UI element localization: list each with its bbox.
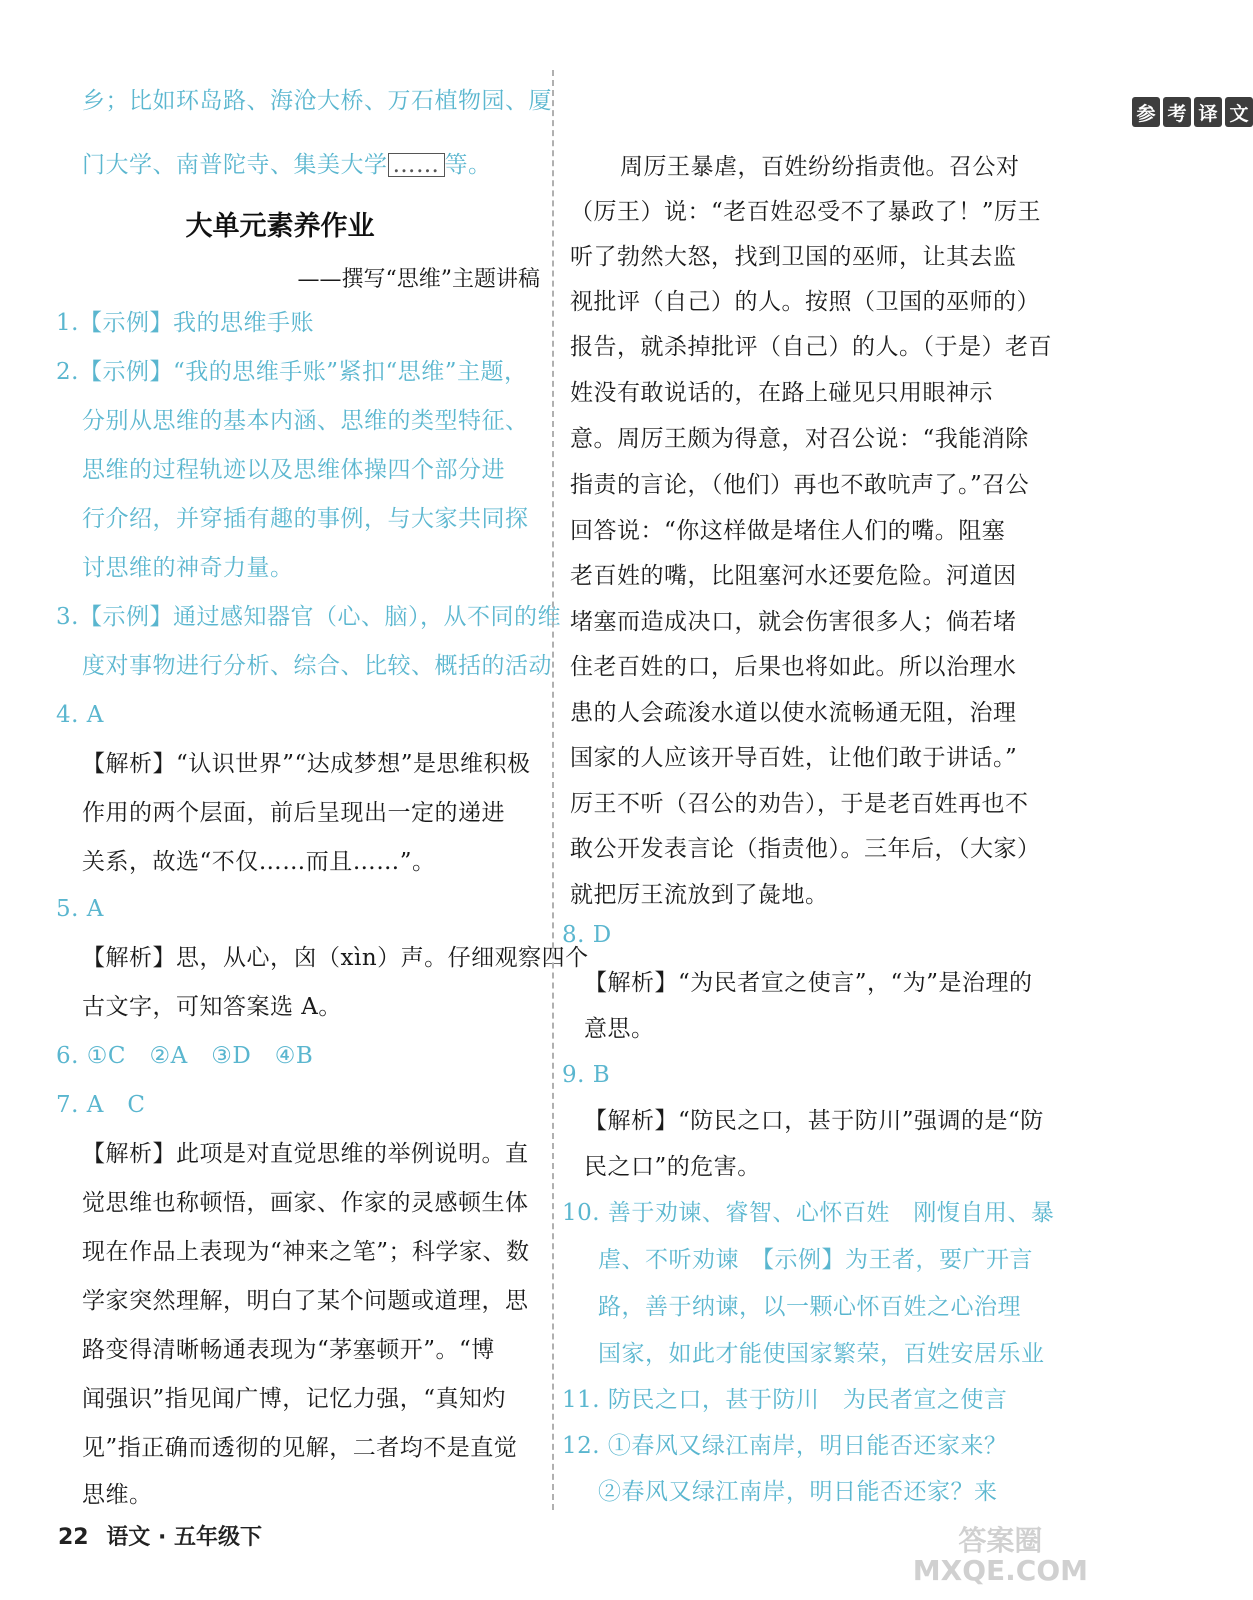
analysis-7-line-2: 觉思维也称顿悟，画家、作家的灵感顿生体: [82, 1190, 529, 1216]
column-divider: [552, 70, 554, 1510]
page-number: 22: [58, 1525, 89, 1550]
translation-line-13: 患的人会疏浚水道以使水流畅通无阻，治理: [570, 700, 1017, 726]
translation-line-4: 视批评（自己）的人。按照（卫国的巫师的）: [570, 289, 1040, 315]
answer-3-cont: 度对事物进行分析、综合、比较、概括的活动: [82, 653, 552, 679]
answer-9: 9. B: [562, 1062, 611, 1088]
translation-line-9: 回答说：“你这样做是堵住人们的嘴。阻塞: [570, 518, 1006, 544]
answer-11: 11. 防民之口，甚于防川 为民者宣之使言: [562, 1387, 1008, 1413]
answer-8: 8. D: [562, 922, 612, 948]
translation-line-16: 敢公开发表言论（指责他）。三年后，（大家）: [570, 836, 1041, 862]
badge-char: 译: [1194, 97, 1222, 127]
translation-line-10: 老百姓的嘴，比阻塞河水还要危险。河道因: [570, 563, 1017, 589]
intro-line-1: 乡；比如环岛路、海沧大桥、万石植物园、厦: [82, 88, 552, 114]
reference-translation-badge: [1132, 97, 1253, 127]
answer-2: 2.【示例】“我的思维手账”紧扣“思维”主题，: [56, 359, 528, 385]
answer-4: 4. A: [56, 702, 104, 728]
watermark-logo: [913, 1526, 1088, 1586]
intro-line-2: [82, 150, 492, 180]
answer-2-cont-1: 分别从思维的基本内涵、思维的类型特征、: [82, 408, 529, 434]
translation-line-2: （厉王）说：“老百姓忍受不了暴政了！”厉王: [570, 199, 1042, 225]
translation-line-12: 住老百姓的口，后果也将如此。所以治理水: [570, 654, 1017, 680]
analysis-9-line-1: 【解析】“防民之口，甚于防川”强调的是“防: [584, 1108, 1044, 1134]
analysis-9-line-2: 民之口”的危害。: [584, 1154, 761, 1180]
answer-7: 7. A C: [56, 1092, 146, 1118]
translation-line-11: 堵塞而造成决口，就会伤害很多人；倘若堵: [570, 609, 1017, 635]
ellipsis-box: ……: [388, 153, 445, 177]
answer-5: 5. A: [56, 896, 104, 922]
answer-3: 3.【示例】通过感知器官（心、脑），从不同的维: [56, 604, 561, 630]
analysis-7-line-6: 闻强识”指见闻广博，记忆力强，“真知灼: [82, 1386, 507, 1412]
analysis-5-line-1: 【解析】思，从心，囟（xìn）声。仔细观察四个: [82, 945, 589, 971]
translation-line-14: 国家的人应该开导百姓，让他们敢于讲话。”: [570, 745, 1018, 771]
analysis-7-line-5: 路变得清晰畅通表现为“茅塞顿开”。“博: [82, 1337, 495, 1363]
answer-10: 10. 善于劝谏、睿智、心怀百姓 刚愎自用、暴: [562, 1200, 1055, 1226]
intro-tail: 等。: [444, 152, 492, 178]
translation-line-8: 指责的言论，（他们）再也不敢吭声了。”召公: [570, 472, 1030, 498]
answer-12-line-1: 12. ①春风又绿江南岸，明日能否还家来？: [562, 1433, 1008, 1459]
section-subtitle: ——撰写“思维”主题讲稿: [297, 267, 540, 292]
answer-1: 1.【示例】我的思维手账: [56, 310, 314, 336]
answer-6: 6. ①C ②A ③D ④B: [56, 1043, 314, 1069]
translation-line-3: 听了勃然大怒，找到卫国的巫师，让其去监: [570, 244, 1017, 270]
badge-char: 参: [1132, 97, 1160, 127]
section-title: 大单元素养作业: [185, 211, 375, 242]
footer-subject: 语文 · 五年级下: [106, 1525, 262, 1550]
translation-line-17: 就把厉王流放到了彘地。: [570, 882, 829, 908]
translation-line-6: 姓没有敢说话的，在路上碰见只用眼神示: [570, 380, 993, 406]
translation-line-5: 报告，就杀掉批评（自己）的人。（于是）老百: [570, 334, 1052, 360]
answer-10-cont-2: 路，善于纳谏，以一颗心怀百姓之心治理: [598, 1294, 1021, 1320]
translation-line-1: 周厉王暴虐，百姓纷纷指责他。召公对: [620, 154, 1020, 180]
answer-12-line-2: ②春风又绿江南岸，明日能否还家？来: [598, 1479, 998, 1505]
analysis-8-line-1: 【解析】“为民者宣之使言”，“为”是治理的: [584, 970, 1033, 996]
page-footer: [58, 1520, 262, 1551]
translation-line-15: 厉王不听（召公的劝告），于是老百姓再也不: [570, 791, 1029, 817]
translation-line-7: 意。周厉王颇为得意，对召公说：“我能消除: [570, 426, 1029, 452]
analysis-7-line-1: 【解析】此项是对直觉思维的举例说明。直: [82, 1141, 529, 1167]
answer-2-cont-3: 行介绍，并穿插有趣的事例，与大家共同探: [82, 506, 529, 532]
analysis-5-line-2: 古文字，可知答案选 A。: [82, 994, 342, 1020]
intro-line-2-text: 门大学、南普陀寺、集美大学: [82, 152, 388, 178]
answer-10-cont-3: 国家，如此才能使国家繁荣，百姓安居乐业: [598, 1341, 1045, 1367]
analysis-4-line-1: 【解析】“认识世界”“达成梦想”是思维积极: [82, 751, 531, 777]
watermark-line-1: 答案圈: [958, 1524, 1043, 1557]
watermark-line-2: MXQE.COM: [912, 1554, 1088, 1587]
analysis-4-line-2: 作用的两个层面，前后呈现出一定的递进: [82, 800, 505, 826]
analysis-7-line-3: 现在作品上表现为“神来之笔”；科学家、数: [82, 1239, 530, 1265]
analysis-7-line-7: 见”指正确而透彻的见解，二者均不是直觉: [82, 1435, 518, 1461]
answer-2-cont-4: 讨思维的神奇力量。: [82, 555, 294, 581]
badge-char: 考: [1163, 97, 1191, 127]
answer-2-cont-2: 思维的过程轨迹以及思维体操四个部分进: [82, 457, 505, 483]
analysis-7-line-4: 学家突然理解，明白了某个问题或道理，思: [82, 1288, 529, 1314]
analysis-4-line-3: 关系，故选“不仅……而且……”。: [82, 849, 436, 875]
badge-char: 文: [1225, 97, 1253, 127]
answer-10-cont-1: 虐、不听劝谏 【示例】为王者，要广开言: [598, 1247, 1033, 1273]
analysis-7-line-8: 思维。: [82, 1482, 153, 1508]
analysis-8-line-2: 意思。: [584, 1016, 655, 1042]
